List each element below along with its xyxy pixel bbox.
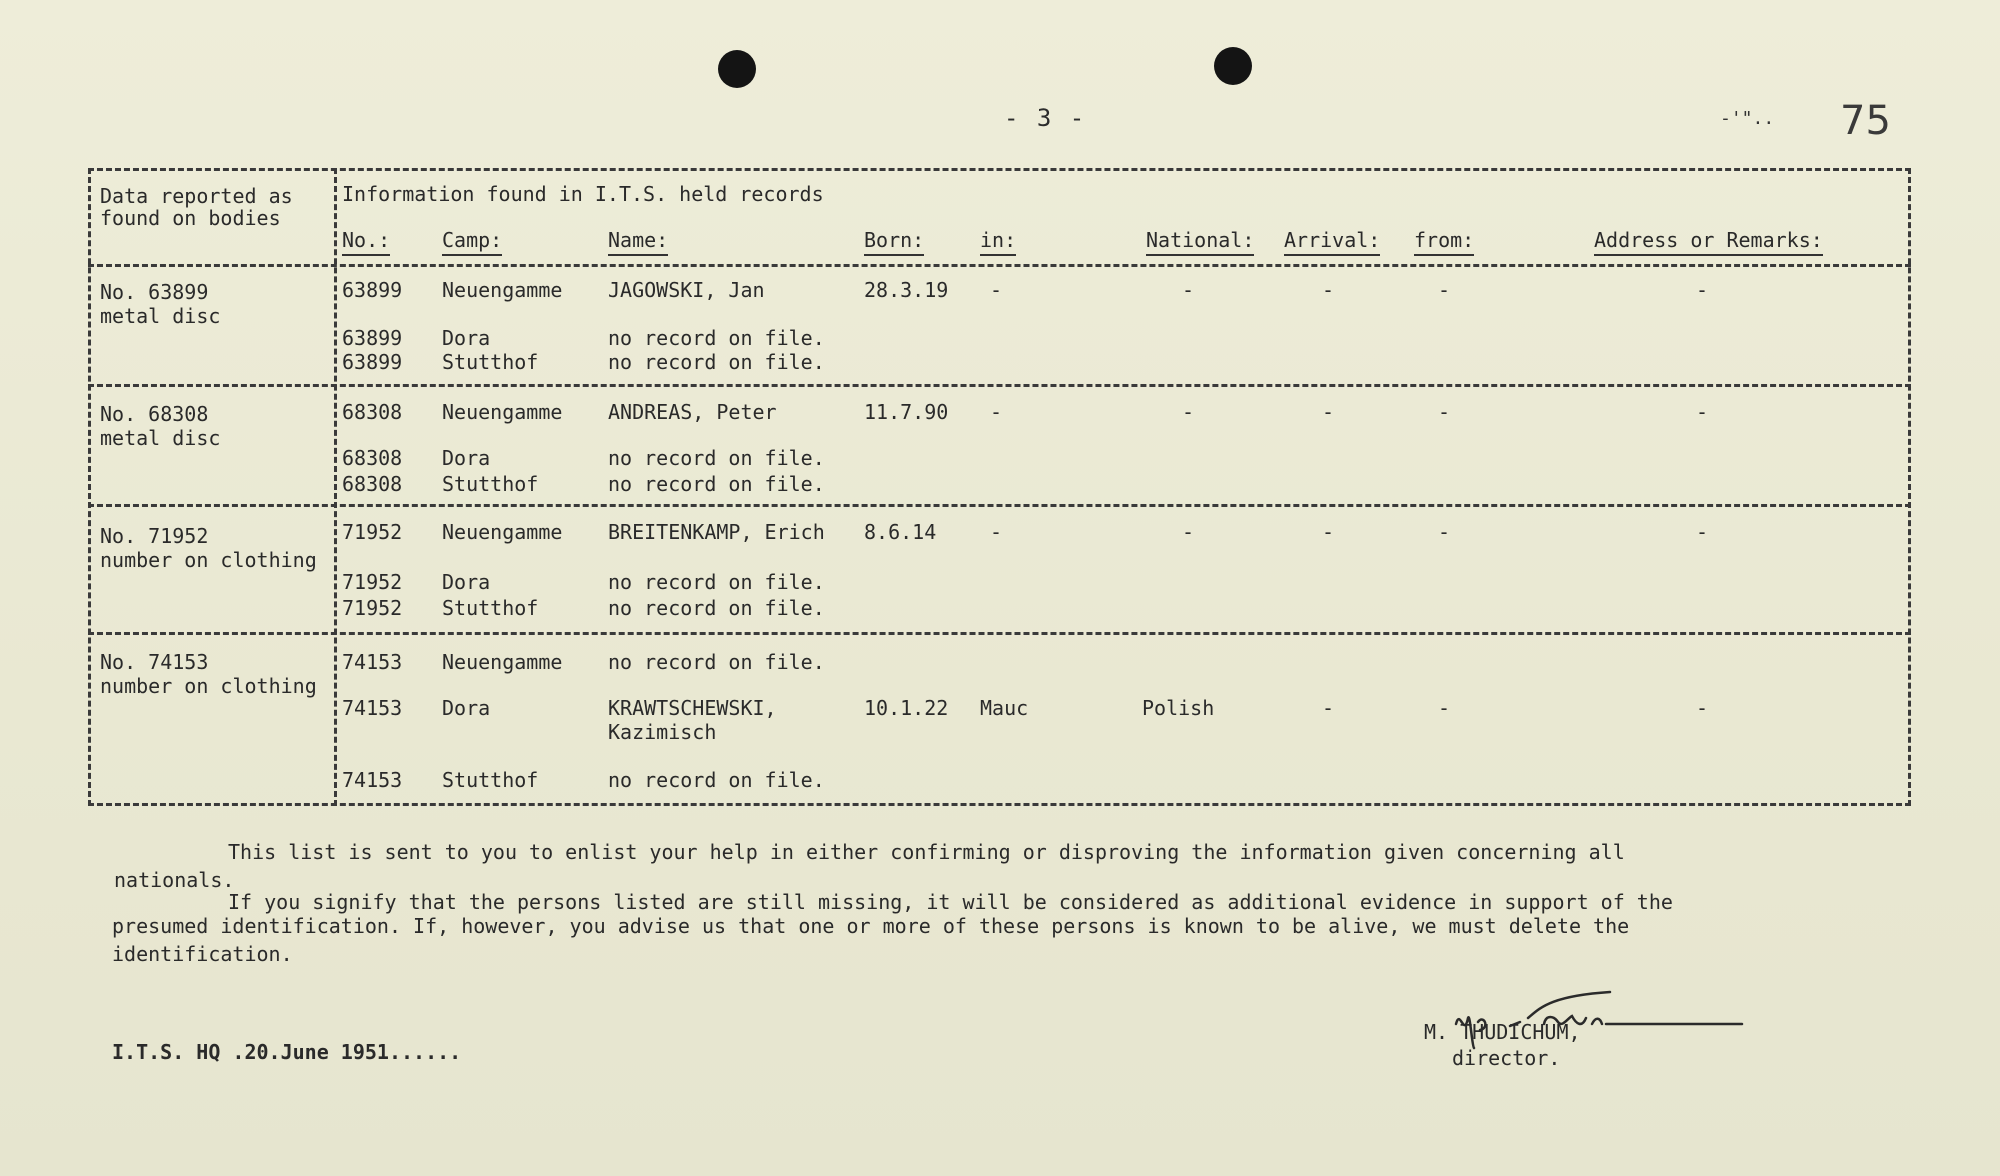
- record-camp: Dora: [442, 446, 491, 470]
- record-national: -: [1182, 400, 1195, 424]
- record-from: -: [1438, 278, 1451, 302]
- paragraph-1-line-2: nationals.: [114, 868, 235, 892]
- record-in: -: [990, 278, 1003, 302]
- table-group-divider: [88, 632, 1911, 635]
- record-address: -: [1696, 696, 1709, 720]
- record-no: 74153: [342, 768, 403, 792]
- stamp-number: 75: [1840, 98, 1891, 144]
- col1-header-line1: Data reported as: [100, 184, 293, 208]
- record-camp: Stutthof: [442, 768, 539, 792]
- table-header-divider: [88, 264, 1911, 267]
- record-no: 68308: [342, 472, 403, 496]
- record-camp: Neuengamme: [442, 650, 563, 674]
- col1-header-line2: found on bodies: [100, 206, 281, 230]
- record-born: 10.1.22: [864, 696, 949, 720]
- record-in: -: [990, 520, 1003, 544]
- data-reported-number: No. 63899: [100, 280, 209, 304]
- record-name: no record on file.: [608, 472, 825, 496]
- column-header-national: National:: [1146, 228, 1254, 256]
- paragraph-2-line-3: identification.: [112, 942, 293, 966]
- date: 20.June 1951: [244, 1040, 389, 1064]
- record-no: 71952: [342, 596, 403, 620]
- record-camp: Neuengamme: [442, 400, 563, 424]
- signatory-name: M. THUDICHUM,: [1424, 1020, 1581, 1044]
- record-address: -: [1696, 278, 1709, 302]
- column-header-camp: Camp:: [442, 228, 502, 256]
- table-group-divider: [88, 384, 1911, 387]
- record-camp: Dora: [442, 570, 491, 594]
- paragraph-2-line-1: If you signify that the persons listed are still missing, it will be considered as additional evidence in support of the: [228, 890, 1673, 914]
- record-name: no record on file.: [608, 446, 825, 470]
- column-header-address: Address or Remarks:: [1594, 228, 1823, 256]
- record-no: 63899: [342, 278, 403, 302]
- record-no: 71952: [342, 570, 403, 594]
- punch-hole-left: [718, 50, 756, 88]
- record-camp: Stutthof: [442, 350, 539, 374]
- table-group-divider: [88, 504, 1911, 507]
- record-address: -: [1696, 400, 1709, 424]
- record-name: JAGOWSKI, Jan: [608, 278, 765, 302]
- data-reported-source: number on clothing: [100, 674, 317, 698]
- record-name: no record on file.: [608, 768, 825, 792]
- record-name: BREITENKAMP, Erich: [608, 520, 825, 544]
- column-header-in: in:: [980, 228, 1016, 256]
- punch-hole-right: [1214, 47, 1252, 85]
- column-header-born: Born:: [864, 228, 924, 256]
- column-header-from: from:: [1414, 228, 1474, 256]
- record-national: -: [1182, 278, 1195, 302]
- paragraph-2-line-2: presumed identification. If, however, you advise us that one or more of these persons is known to be alive, we must delete the: [112, 914, 1630, 938]
- record-from: -: [1438, 400, 1451, 424]
- record-no: 71952: [342, 520, 403, 544]
- data-reported-number: No. 74153: [100, 650, 209, 674]
- record-name: no record on file.: [608, 596, 825, 620]
- record-camp: Dora: [442, 696, 491, 720]
- record-camp: Stutthof: [442, 472, 539, 496]
- hq-label: I.T.S. HQ .: [112, 1040, 245, 1064]
- data-reported-source: number on clothing: [100, 548, 317, 572]
- column-header-no: No.:: [342, 228, 390, 256]
- record-arrival: -: [1322, 696, 1335, 720]
- record-name: no record on file.: [608, 650, 825, 674]
- record-name: no record on file.: [608, 350, 825, 374]
- record-no: 63899: [342, 326, 403, 350]
- record-address: -: [1696, 520, 1709, 544]
- column-header-name: Name:: [608, 228, 668, 256]
- page-number: - 3 -: [1004, 104, 1087, 132]
- signatory-title: director.: [1452, 1046, 1561, 1070]
- date-dots: ......: [388, 1040, 462, 1064]
- record-no: 74153: [342, 650, 403, 674]
- record-name: ANDREAS, Peter: [608, 400, 777, 424]
- data-reported-source: metal disc: [100, 304, 221, 328]
- record-name-continued: Kazimisch: [608, 720, 717, 744]
- record-name: KRAWTSCHEWSKI,: [608, 696, 777, 720]
- record-no: 74153: [342, 696, 403, 720]
- record-no: 63899: [342, 350, 403, 374]
- stamp-mark: -'"..: [1720, 108, 1775, 129]
- record-in: -: [990, 400, 1003, 424]
- record-no: 68308: [342, 400, 403, 424]
- column-header-arrival: Arrival:: [1284, 228, 1380, 256]
- record-in: Mauc: [980, 696, 1029, 720]
- record-camp: Dora: [442, 326, 491, 350]
- data-reported-source: metal disc: [100, 426, 221, 450]
- record-arrival: -: [1322, 400, 1335, 424]
- record-name: no record on file.: [608, 326, 825, 350]
- data-reported-number: No. 71952: [100, 524, 209, 548]
- record-arrival: -: [1322, 520, 1335, 544]
- record-name: no record on file.: [608, 570, 825, 594]
- data-reported-number: No. 68308: [100, 402, 209, 426]
- record-camp: Neuengamme: [442, 520, 563, 544]
- record-born: 11.7.90: [864, 400, 949, 424]
- record-from: -: [1438, 520, 1451, 544]
- main-header: Information found in I.T.S. held records: [342, 182, 824, 206]
- record-camp: Stutthof: [442, 596, 539, 620]
- record-from: -: [1438, 696, 1451, 720]
- record-arrival: -: [1322, 278, 1335, 302]
- paragraph-1-line-1: This list is sent to you to enlist your help in either confirming or disproving the information given concerning all: [228, 840, 1625, 864]
- record-camp: Neuengamme: [442, 278, 563, 302]
- record-national: Polish: [1142, 696, 1215, 720]
- record-national: -: [1182, 520, 1195, 544]
- record-born: 28.3.19: [864, 278, 949, 302]
- record-born: 8.6.14: [864, 520, 937, 544]
- record-no: 68308: [342, 446, 403, 470]
- hq-date-line: [112, 1040, 461, 1064]
